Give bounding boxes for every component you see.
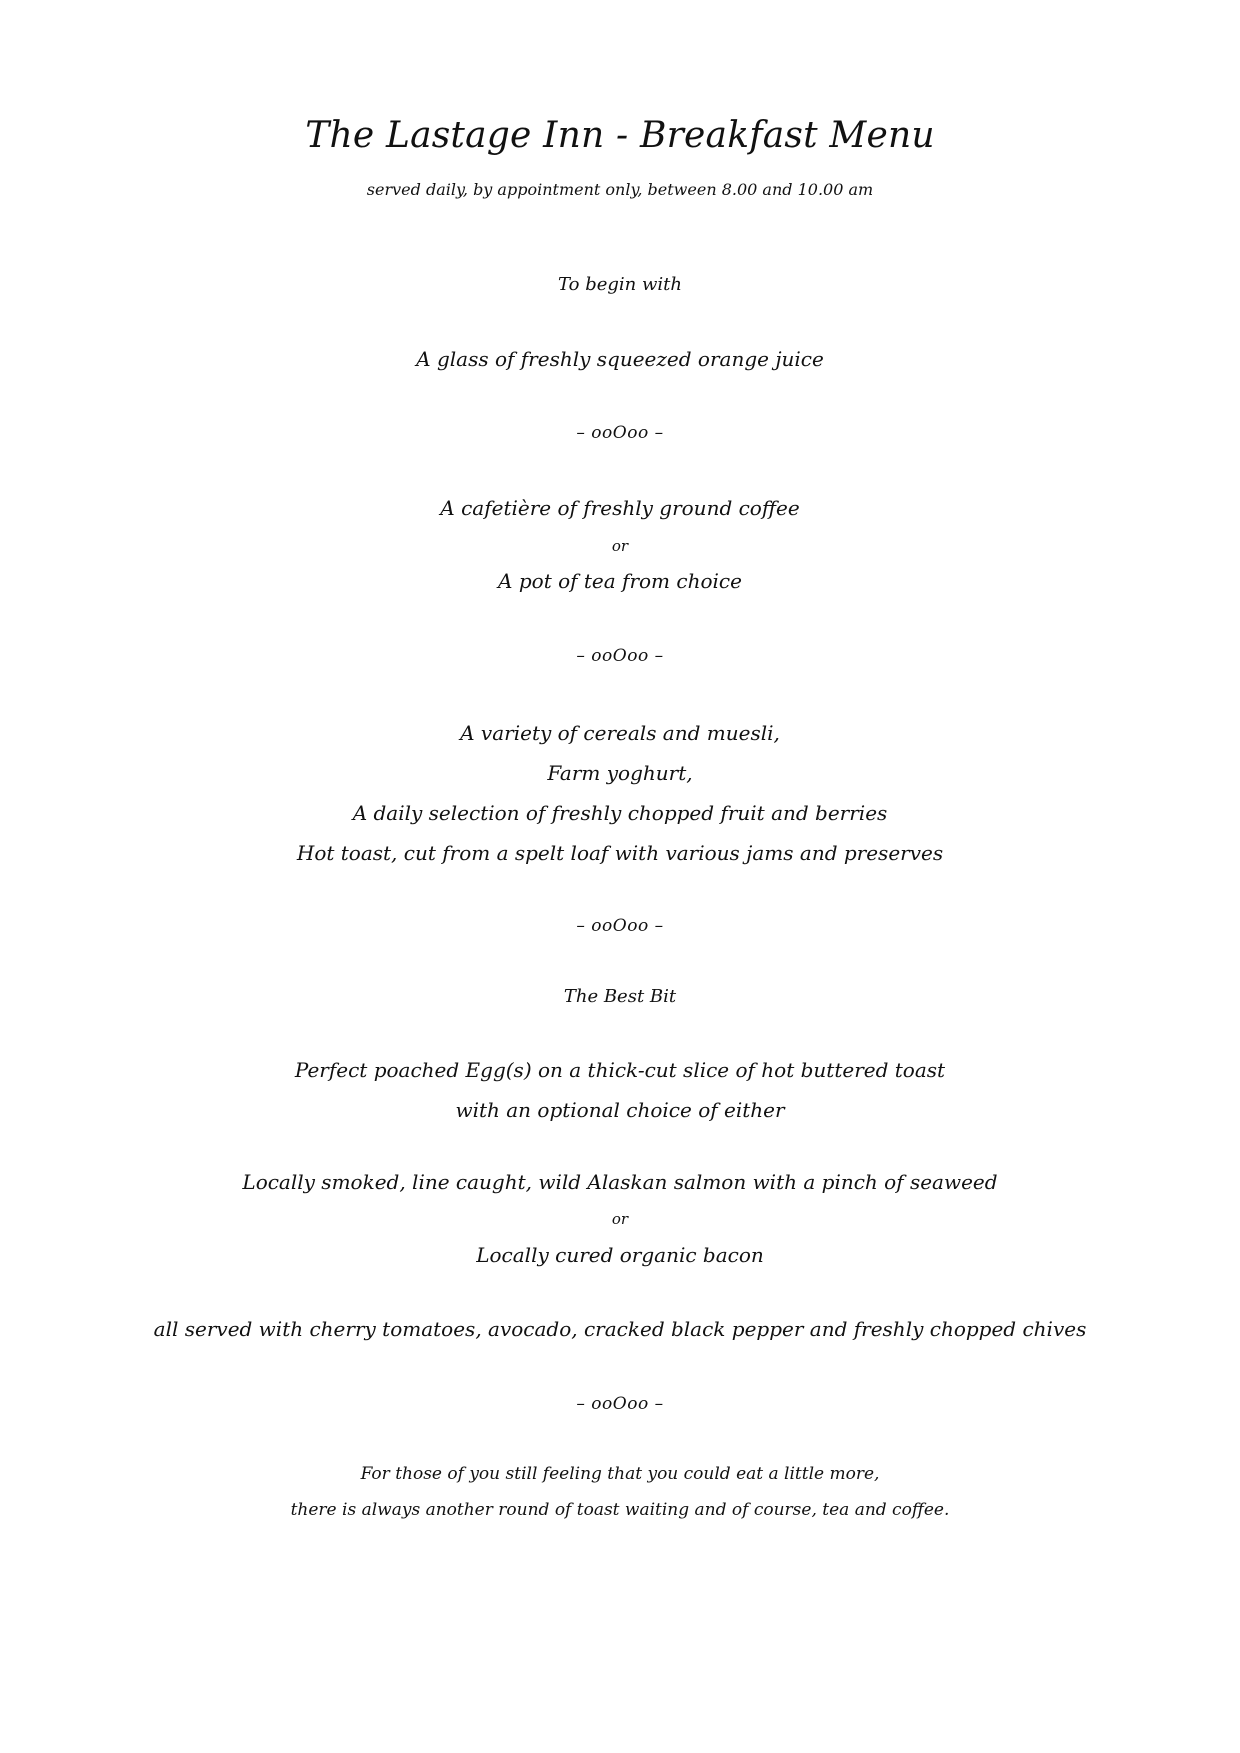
separator-3: – ooOoo – bbox=[576, 916, 664, 936]
page-subtitle: served daily, by appointment only, between 8.00 and 10.00 am bbox=[366, 180, 874, 199]
menu-item-tea: A pot of tea from choice bbox=[498, 569, 742, 593]
separator-4: – ooOoo – bbox=[576, 1394, 664, 1414]
served-with-note: all served with cherry tomatoes, avocado, cracked black pepper and freshly chopped chives bbox=[153, 1317, 1087, 1341]
menu-item-toast: Hot toast, cut from a spelt loaf with various jams and preserves bbox=[296, 841, 944, 865]
menu-item-cereals: A variety of cereals and muesli, bbox=[460, 721, 780, 745]
section-heading-best-bit: The Best Bit bbox=[563, 986, 677, 1007]
menu-item-eggs-option: with an optional choice of either bbox=[455, 1098, 785, 1122]
closing-note-line-2: there is always another round of toast waiting and of course, tea and coffee. bbox=[290, 1500, 950, 1520]
menu-item-juice: A glass of freshly squeezed orange juice bbox=[416, 347, 824, 371]
or-divider-2: or bbox=[611, 1210, 629, 1228]
section-heading-begin: To begin with bbox=[558, 274, 682, 295]
or-divider-1: or bbox=[611, 537, 629, 555]
separator-1: – ooOoo – bbox=[576, 423, 664, 443]
separator-2: – ooOoo – bbox=[576, 646, 664, 666]
page-title: The Lastage Inn - Breakfast Menu bbox=[305, 115, 935, 156]
menu-item-coffee: A cafetière of freshly ground coffee bbox=[440, 496, 800, 520]
closing-note-line-1: For those of you still feeling that you could eat a little more, bbox=[360, 1464, 880, 1484]
menu-item-yoghurt: Farm yoghurt, bbox=[547, 761, 693, 785]
menu-item-eggs: Perfect poached Egg(s) on a thick-cut slice of hot buttered toast bbox=[294, 1058, 946, 1082]
menu-item-salmon: Locally smoked, line caught, wild Alaskan salmon with a pinch of seaweed bbox=[242, 1170, 998, 1194]
menu-item-bacon: Locally cured organic bacon bbox=[476, 1243, 764, 1267]
menu-item-fruit: A daily selection of freshly chopped fruit and berries bbox=[352, 801, 888, 825]
